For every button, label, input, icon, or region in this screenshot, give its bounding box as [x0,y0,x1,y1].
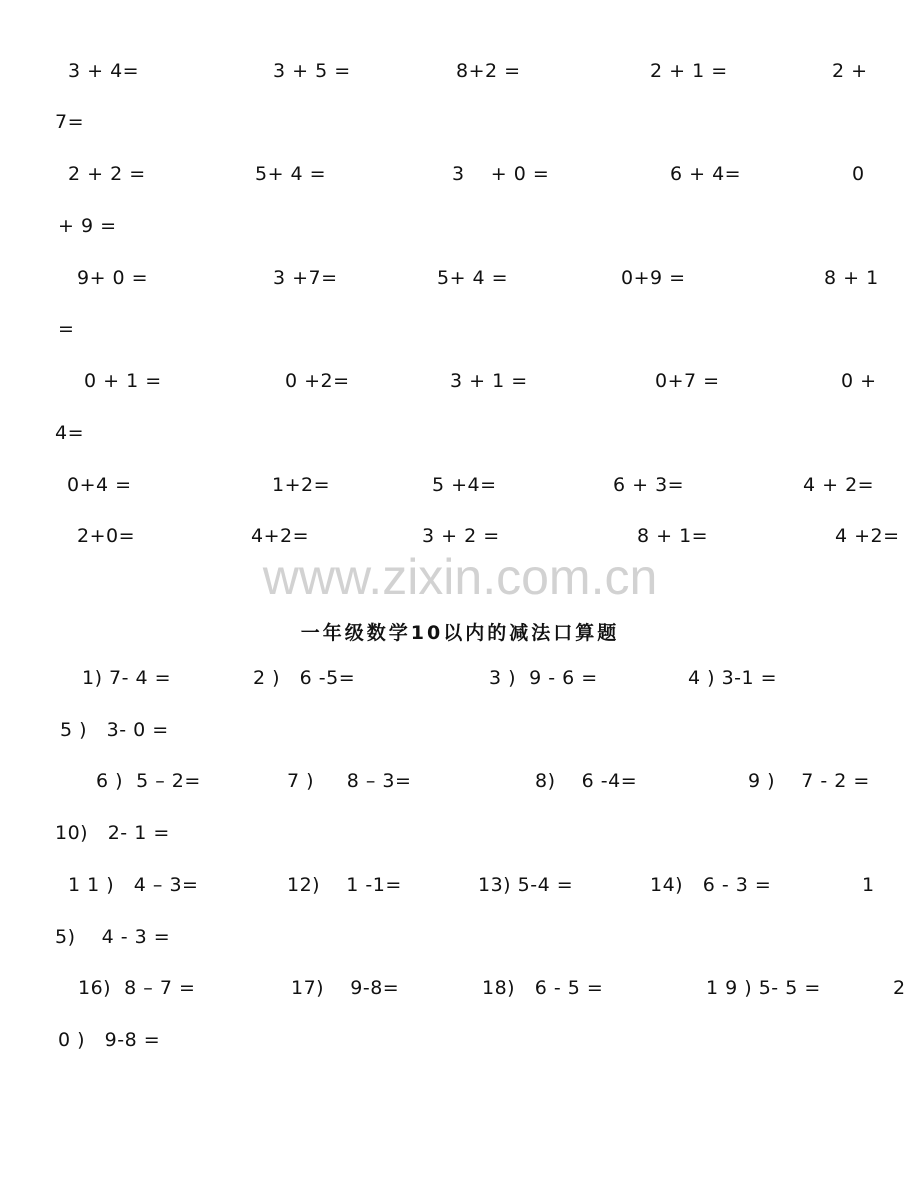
problem: 10) 2- 1 = [55,822,170,844]
problem: 2 + [832,60,868,82]
problem: 8 + 1 [824,267,879,289]
problem: 3 ) 9 - 6 = [489,667,598,689]
problem: 0+7 = [655,370,720,392]
problem-continuation: 5) 4 - 3 = [55,926,171,948]
watermark: www.zixin.com.cn [262,549,658,605]
problem-continuation: 7= [55,111,85,133]
problem: 4 +2= [835,525,900,547]
problem: 8+2 = [456,60,521,82]
problem: 2+0= [77,525,136,547]
problem: 2 + 2 = [68,163,146,185]
problem: 1) 7- 4 = [82,667,172,689]
problem: 0 + 1 = [84,370,162,392]
problem: 0 [852,163,865,185]
problem: 0 + [841,370,877,392]
problem: 2 ) 6 -5= [253,667,356,689]
problem: 5+ 4 = [255,163,327,185]
problem: 9+ 0 = [77,267,149,289]
problem: 1 1 ) 4 – 3= [68,874,199,896]
problem: 13) 5-4 = [478,874,574,896]
problem: 8 + 1= [637,525,709,547]
problem: 3 +7= [273,267,338,289]
problem: 3 + 1 = [450,370,528,392]
problem: 6 ) 5 – 2= [96,770,201,792]
problem: 3 + 2 = [422,525,500,547]
problem: 5+ 4 = [437,267,509,289]
problem: 2 + 1 = [650,60,728,82]
problem: 5 +4= [432,474,497,496]
section-title: 一年级数学10以内的减法口算题 [300,622,620,644]
problem: 4+2= [251,525,310,547]
problem: 0 +2= [285,370,350,392]
problem: 9 ) 7 - 2 = [748,770,870,792]
problem: 12) 1 -1= [287,874,402,896]
problem: 14) 6 - 3 = [650,874,772,896]
problem: 18) 6 - 5 = [482,977,604,999]
problem: 16) 8 – 7 = [78,977,196,999]
problem: 3 + 4= [68,60,140,82]
problem: 4 + 2= [803,474,875,496]
problem: 0+4 = [67,474,132,496]
problem: 2 [893,977,906,999]
problem: 1+2= [272,474,331,496]
problem: 3 + 5 = [273,60,351,82]
problem: 4 ) 3-1 = [688,667,778,689]
problem: 6 + 3= [613,474,685,496]
problem: 1 9 ) 5- 5 = [706,977,821,999]
problem: 17) 9-8= [291,977,400,999]
problem-continuation: + 9 = [58,215,117,237]
problem: 7 ) 8 – 3= [287,770,412,792]
problem: 3 + 0 = [452,163,550,185]
problem: 5 ) 3- 0 = [60,719,169,741]
problem: 0+9 = [621,267,686,289]
problem-continuation: = [58,318,75,340]
problem: 8) 6 -4= [535,770,638,792]
problem: 6 + 4= [670,163,742,185]
problem-continuation: 0 ) 9-8 = [58,1029,161,1051]
problem-continuation: 4= [55,422,85,444]
problem: 1 [862,874,875,896]
